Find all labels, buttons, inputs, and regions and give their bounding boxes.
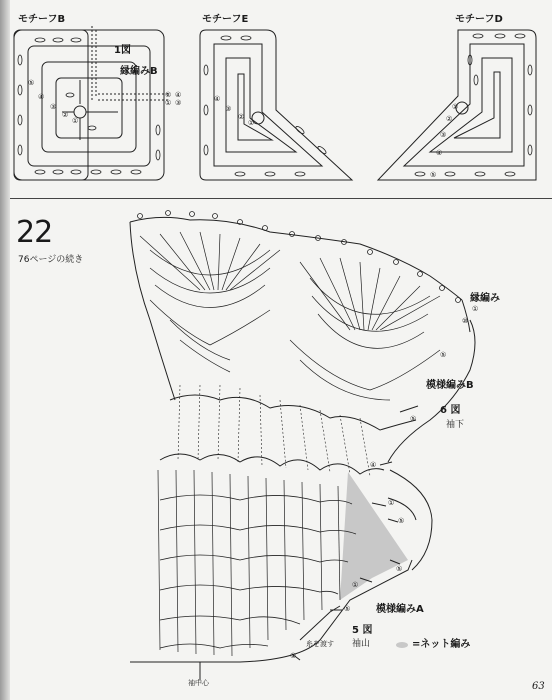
section-number: 22 xyxy=(16,215,53,250)
sleeve-center-label: 袖中心 xyxy=(188,679,209,687)
motif-d-round-4: ④ xyxy=(436,149,443,157)
motif-b-side-2: ② xyxy=(165,91,172,99)
fig6-label: 6 図 xyxy=(440,405,461,416)
marker-4: ④ xyxy=(370,461,377,469)
sleeve-under-label: 袖下 xyxy=(446,420,465,430)
sleeve-cap-label: 袖山 xyxy=(352,639,371,649)
net-legend-swatch xyxy=(396,642,408,648)
marker-10: ⑩ xyxy=(462,317,469,325)
motif-b-round-5: ⑤ xyxy=(28,79,35,87)
marker-1d: ① xyxy=(290,652,297,660)
marker-1: ① xyxy=(472,305,479,313)
motif-e-diagram xyxy=(200,30,352,180)
page-number: 63 xyxy=(532,681,545,692)
motif-b-diagram xyxy=(14,26,170,180)
net-legend-label: =ネット編み xyxy=(412,639,471,650)
motif-b-round-3: ③ xyxy=(50,103,57,111)
motif-e-round-2: ② xyxy=(238,113,245,121)
marker-1b: ① xyxy=(388,499,395,507)
marker-5d: ⑤ xyxy=(396,565,403,573)
pattern-a-label: 模様編みA xyxy=(376,604,424,615)
marker-5e: ⑤ xyxy=(344,605,351,613)
marker-1c: ① xyxy=(352,581,359,589)
marker-5b: ⑤ xyxy=(410,415,417,423)
motif-b-title: モチーフB xyxy=(18,14,66,25)
marker-5c: ⑤ xyxy=(398,517,405,525)
continued-note: 76ページの続き xyxy=(18,255,84,265)
edge-label: 縁編み xyxy=(470,293,500,304)
motif-d-round-1: ① xyxy=(452,103,459,111)
thread-label: 糸を渡す xyxy=(306,640,334,648)
fig1-label: 1図 xyxy=(114,45,131,56)
motif-b-round-4: ④ xyxy=(38,93,45,101)
motif-b-side-4: ④ xyxy=(175,91,182,99)
motif-e-round-4: ④ xyxy=(214,95,221,103)
edge-b-label: 縁編みB xyxy=(120,66,158,77)
motif-d-round-3: ③ xyxy=(440,131,447,139)
marker-5a: ⑤ xyxy=(440,351,447,359)
motif-d-title: モチーフD xyxy=(455,14,503,25)
pattern-b-label: 模様編みB xyxy=(426,380,474,391)
motif-b-round-1: ① xyxy=(72,117,79,125)
motif-b-side-3: ③ xyxy=(175,99,182,107)
motif-d-round-5: ⑤ xyxy=(430,171,437,179)
motif-d-round-2: ② xyxy=(446,115,453,123)
motif-b-side-1: ① xyxy=(165,99,172,107)
motif-d-diagram xyxy=(378,30,536,180)
fig5-label: 5 図 xyxy=(352,625,373,636)
motif-e-title: モチーフE xyxy=(202,14,249,25)
motif-e-round-3: ③ xyxy=(225,105,232,113)
motif-e-round-1: ① xyxy=(248,119,255,127)
section-divider xyxy=(10,198,552,199)
motif-b-round-2: ② xyxy=(62,111,69,119)
